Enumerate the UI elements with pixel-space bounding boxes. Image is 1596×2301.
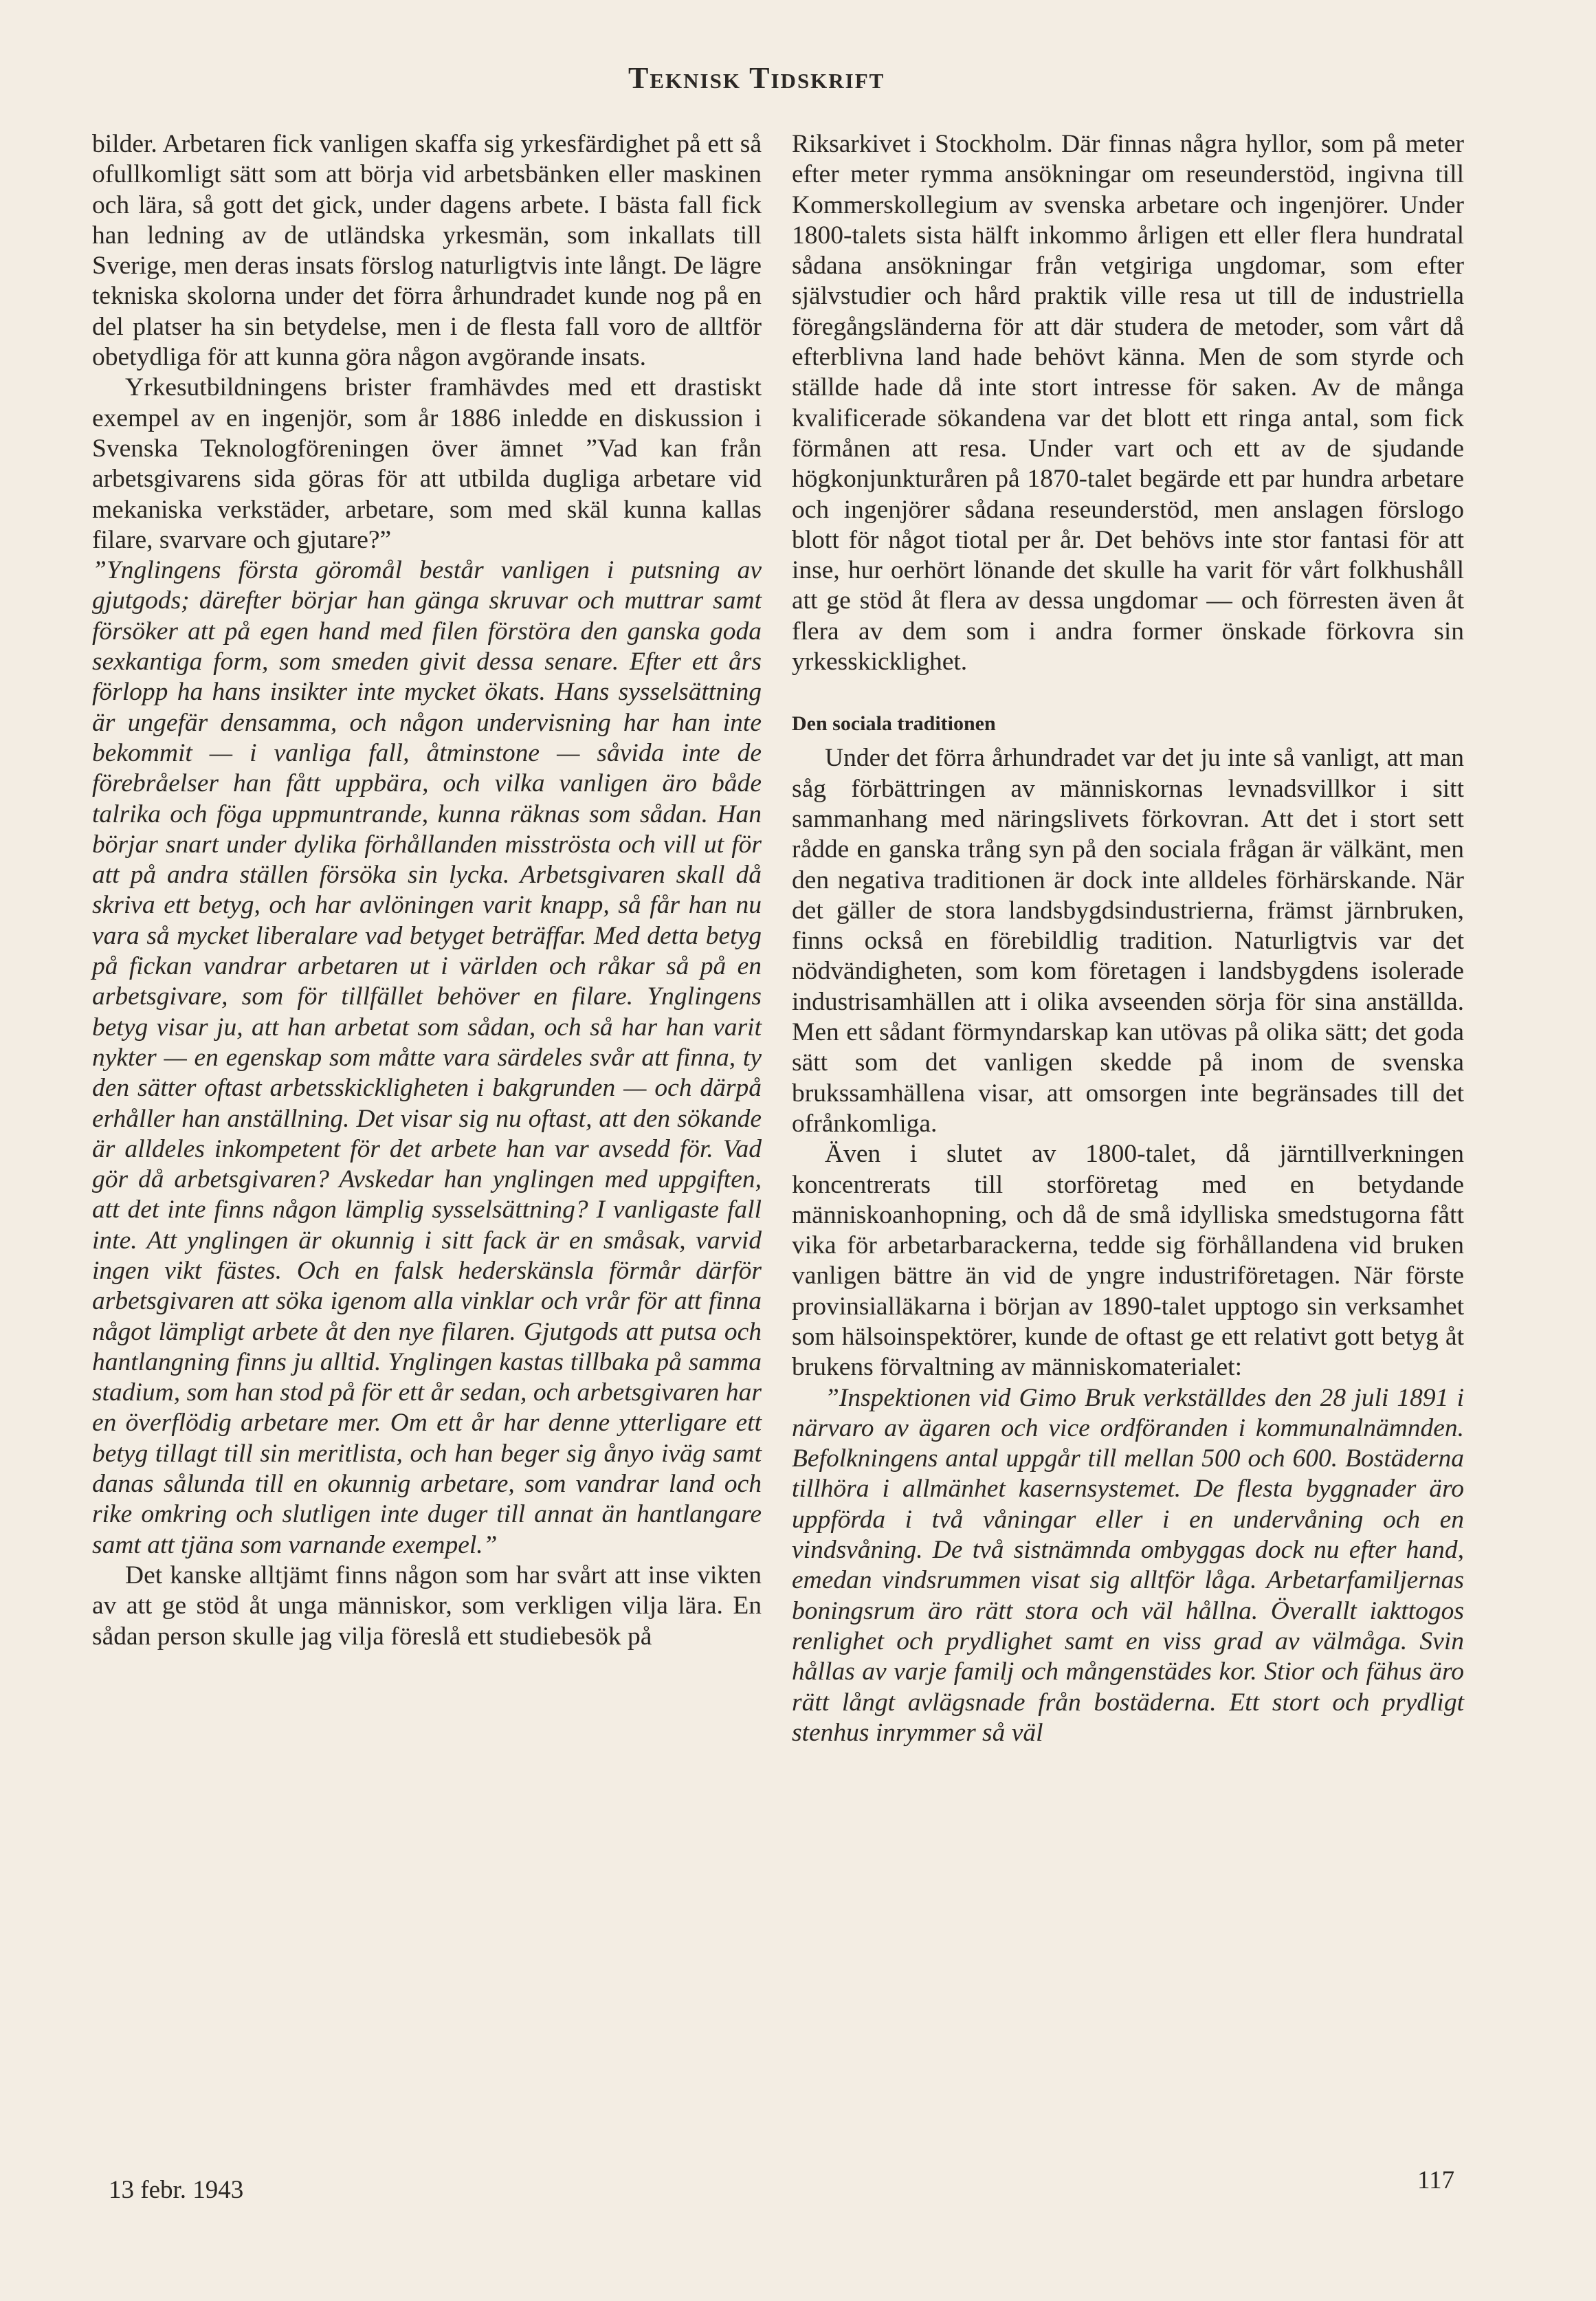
paragraph: Yrkesutbildningens brister framhävdes med ett drastiskt exempel av en ingenjör, som år 1886 inledde en diskussion i Svenska Teknologföreningen över ämnet ”Vad kan från arbetsgivarens sida göras för att utbilda dugliga arbetare vid mekaniska verkstäder, arbetare, som med skäl kunna kallas filare, svarvare och gjutare?” <box>92 373 762 554</box>
quoted-paragraph: ”Ynglingens första göromål består vanligen i putsning av gjutgods; därefter börjar han gänga skruvar och muttrar samt försöker att på egen hand med filen förstöra den ganska goda sexkantiga form, som smeden givit dessa senare. Efter ett års förlopp ha hans insikter inte mycket ökats. Hans sysselsättning är ungefär densamma, och någon undervisning har han inte bekommit — i vanliga fall, åtminstone — såvida inte de förebråelser han fått uppbära, och vilka vanligen äro både talrika och föga uppmuntrande, kunna räknas som sådan. Han börjar snart under dylika förhållanden misströsta och vill ut för att på andra ställen försöka sin lycka. Arbetsgivaren skall då skriva ett betyg, och har avlöningen varit knapp, så får han nu vara så mycket liberalare vad betyget beträffar. Med detta betyg på fickan vandrar arbetaren ut i världen och råkar så på en arbetsgivare, som för tillfället behöver en filare. Ynglingens betyg visar ju, att han arbetat som sådan, och så har han varit nykter — en egenskap som måtte vara särdeles svår att finna, ty den sätter oftast arbetsskickligheten i bakgrunden — och därpå erhåller han anställning. Det visar sig nu oftast, att den sökande är alldeles inkompetent för det arbete han var avsedd för. Vad gör då arbetsgivaren? Avskedar han ynglingen med uppgiften, att det inte finns någon lämplig sysselsättning? I vanligaste fall inte. Att ynglingen är okunnig i sitt fack är en småsak, varvid ingen vikt fästes. Och en falsk hederskänsla förmår därför arbetsgivaren att söka igenom alla vinklar och vrår för att finna något lämpligt arbete åt den nye filaren. Gjutgods att putsa och hantlangning finns ju alltid. Ynglingen kastas tillbaka på samma stadium, som han stod på för ett år sedan, och arbetsgivaren har en överflödig arbetare mer. Om ett år har denne ytterligare ett betyg tillagt till sin meritlista, och han beger sig ånyo iväg samt danas sålunda till en okunnig arbetare, som vandrar land och rike omkring och slutligen inte duger till annat än hantlangare samt att tjäna som varnande exempel.” <box>92 556 762 1559</box>
paragraph: Riksarkivet i Stockholm. Där finnas några hyllor, som på meter efter meter rymma ansökningar om reseunderstöd, ingivna till Kommerskollegium av svenska arbetare och ingenjörer. Under 1800-talets sista hälft inkommo årligen ett eller flera hundratal sådana ansökningar från vetgiriga ungdomar, som efter självstudier och hård praktik ville resa ut till de industriella föregångsländerna för att där studera de metoder, som vårt då efterblivna land hade behövt känna. Men de som styrde och ställde hade då inte stort intresse för saken. Av de många kvalificerade sökandena var det blott ett ringa antal, som fick förmånen att resa. Under vart och ett av de sjudande högkonjunkturåren på 1870-talet begärde ett par hundra arbetare och ingenjörer sådana reseunderstöd, men anslagen förslogo blott för något tiotal per år. Det behövs inte stor fantasi för att inse, hur oerhört lönande det skulle ha varit för vårt folkhushåll att ge stöd åt flera av dessa ungdomar — och förresten även åt flera av dem som i andra former önskade förkovra sin yrkesskicklighet. <box>792 130 1464 676</box>
right-text-column <box>792 129 1464 1748</box>
section-subheading: Den sociala traditionen <box>792 712 996 736</box>
quoted-paragraph: ”Inspektionen vid Gimo Bruk verkställdes den 28 juli 1891 i närvaro av ägaren och vice ordföranden i kommunalnämnden. Befolkningens antal uppgår till mellan 500 och 600. Bostäderna tillhöra i allmänhet kasernsystemet. De flesta byggnader äro uppförda i två våningar eller i en undervåning och en vindsvåning. De två sistnämnda ombyggas dock nu efter hand, emedan vindsrummen visat sig alltför låga. Arbetarfamiljernas boningsrum äro rätt stora och väl hållna. Överallt iakttogos renlighet och prydlighet samt en viss grad av välmåga. Svin hållas av varje familj och mångenstädes kor. Stior och fähus äro rätt långt avlägsnade från bostäderna. Ett stort och prydligt stenhus inrymmer så väl <box>792 1383 1464 1747</box>
paragraph: bilder. Arbetaren fick vanligen skaffa sig yrkesfärdighet på ett så ofullkomligt sätt som att börja vid arbetsbänken eller maskinen och lära, så gott det gick, under dagens arbete. I bästa fall fick han ledning av de utländska yrkesmän, som inkallats till Sverige, men deras insats förslog naturligtvis inte långt. De lägre tekniska skolorna under det förra århundradet kunde nog på en del platser ha sin betydelse, men i de flesta fall voro de alltför obetydliga för att kunna göra någon avgörande insats. <box>92 130 762 372</box>
paragraph: Under det förra århundradet var det ju inte så vanligt, att man såg förbättringen av människornas levnadsvillkor i sitt sammanhang med näringslivets förkovran. Att det i stort sett rådde en ganska trång syn på den sociala frågan är välkänt, men den negativa traditionen är dock inte alldeles förhärskande. När det gäller de stora landsbygdsindustrierna, främst järnbruken, finns också en förebildlig tradition. Naturligtvis var det nödvändigheten, som kom företagen i landsbygdens isolerade industrisamhällen att i olika avseenden sörja för sina anställda. Men ett sådant förmyndarskap kan utövas på olika sätt; det goda sätt som det vanligen skedde på inom de svenska brukssamhällena visar, att omsorgen inte begränsades till det ofrånkomliga. <box>792 744 1464 1138</box>
page-header-title: Teknisk Tidskrift <box>628 61 885 95</box>
paragraph: Även i slutet av 1800-talet, då järntillverkningen koncentrerats till storföretag med en betydande människoanhopning, och då de små idylliska smedstugorna fått vika för arbetarbarackerna, tedde sig förhållandena vid bruken vanligen bättre än vid de yngre industriföretagen. När förste provinsialläkarna i början av 1890-talet upptogo sin verksamhet som hälsoinspektörer, kunde de oftast ge ett relativt gott betyg åt brukens förvaltning av människomaterialet: <box>792 1140 1464 1382</box>
page-number: 117 <box>1417 2166 1455 2194</box>
left-text-column <box>92 129 762 1652</box>
paragraph: Det kanske alltjämt finns någon som har svårt att inse vikten av att ge stöd åt unga människor, som verkligen vilja lära. En sådan person skulle jag vilja föreslå ett studiebesök på <box>92 1561 762 1651</box>
footer-date: 13 febr. 1943 <box>109 2176 244 2204</box>
